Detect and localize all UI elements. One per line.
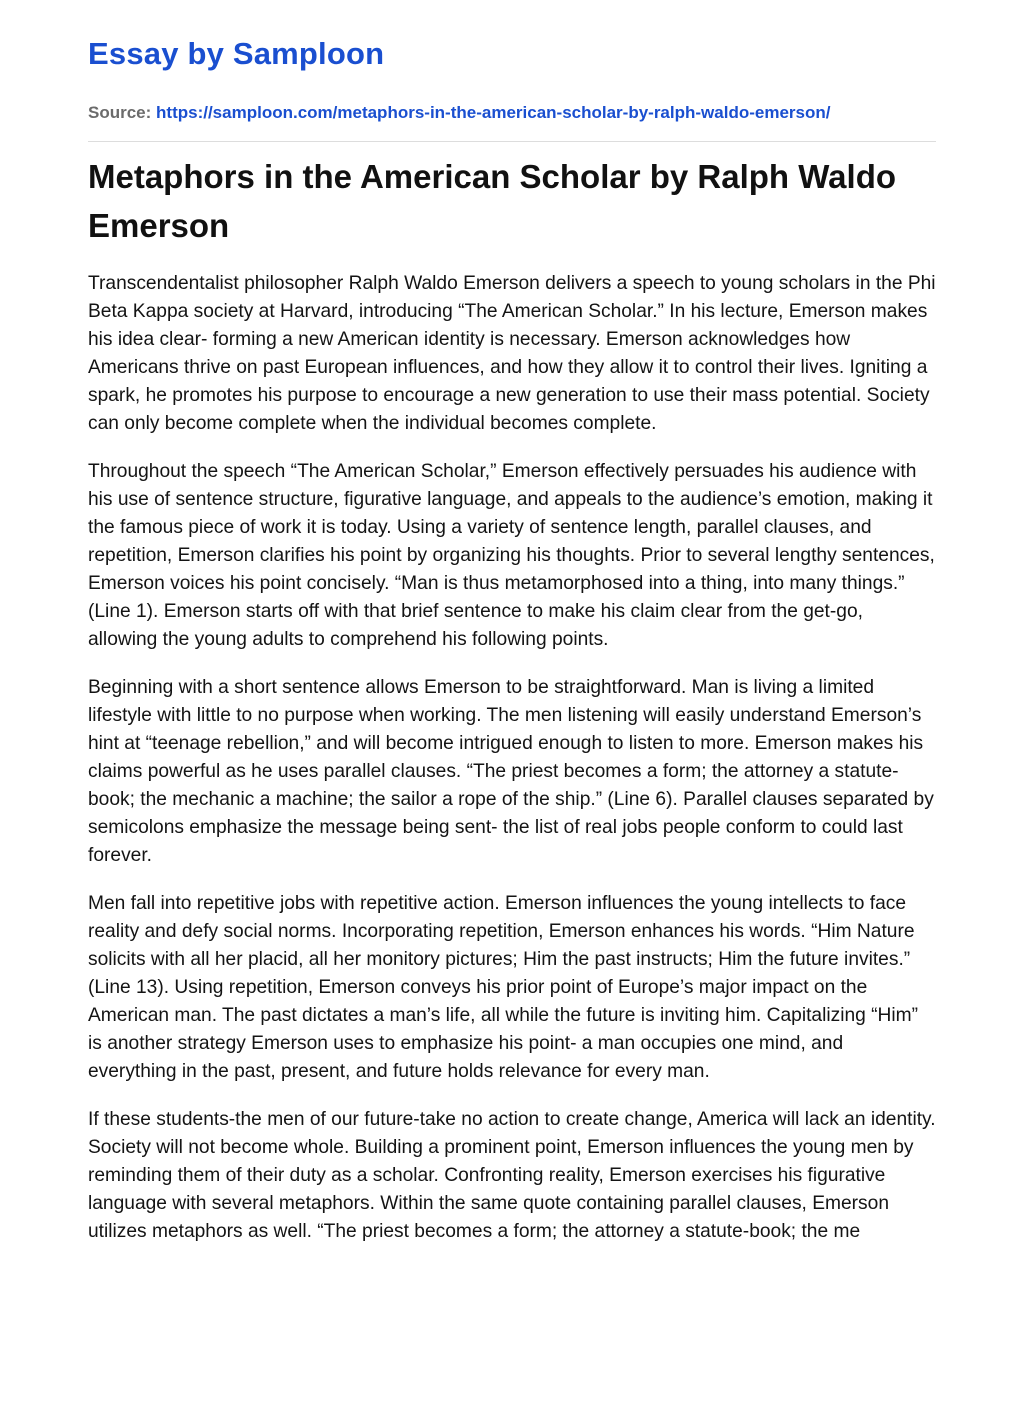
- source-label: Source:: [88, 103, 152, 122]
- paragraph: Throughout the speech “The American Scholar,” Emerson effectively persuades his audience with his use of sentence structure, figurative language, and appeals to the audience’s emotion, making it the famous piece of work it is today. Using a variety of sentence length, parallel clauses, and repetition, Emerson clarifies his point by organizing his thoughts. Prior to several lengthy sentences, Emerson voices his point concisely. “Man is thus metamorphosed into a thing, into many things.” (Line 1). Emerson starts off with that brief sentence to make his claim clear from the get-go, allowing the young adults to comprehend his following points.: [88, 461, 935, 650]
- paragraph: Transcendentalist philosopher Ralph Waldo Emerson delivers a speech to young scholars in the Phi Beta Kappa society at Harvard, introducing “The American Scholar.” In his lecture, Emerson makes his idea clear- forming a new American identity is necessary. Emerson acknowledges how Americans thrive on past European influences, and how they allow it to control their lives. Igniting a spark, he promotes his purpose to encourage a new generation to use their mass potential. Society can only become complete when the individual becomes complete.: [88, 273, 936, 434]
- paragraph: If these students-the men of our future-take no action to create change, America will lack an identity. Society will not become whole. Building a prominent point, Emerson influences the young men by reminding them of their duty as a scholar. Confronting reality, Emerson exercises his figurative language with several metaphors. Within the same quote containing parallel clauses, Emerson utilizes metaphors as well. “The priest becomes a form; the attorney a statute-book; the me: [88, 1109, 936, 1242]
- header-divider: [88, 141, 936, 142]
- source-link[interactable]: https://samploon.com/metaphors-in-the-american-scholar-by-ralph-waldo-emerson/: [156, 103, 831, 122]
- brand-title: Essay by Samploon: [88, 36, 385, 71]
- essay-title: Metaphors in the American Scholar by Ralph Waldo Emerson: [88, 158, 897, 244]
- paragraph: Men fall into repetitive jobs with repetitive action. Emerson influences the young intellects to face reality and defy social norms. Incorporating repetition, Emerson enhances his words. “Him Nature solicits with all her placid, all her monitory pictures; Him the past instructs; Him the future invites.” (Line 13). Using repetition, Emerson conveys his prior point of Europe’s major impact on the American man. The past dictates a man’s life, all while the future is inviting him. Capitalizing “Him” is another strategy Emerson uses to emphasize his point- a man occupies one mind, and everything in the past, present, and future holds relevance for every man.: [88, 893, 919, 1082]
- source-line: [88, 103, 830, 123]
- essay-body: [88, 270, 936, 1266]
- paragraph: Beginning with a short sentence allows Emerson to be straightforward. Man is living a limited lifestyle with little to no purpose when working. The men listening will easily understand Emerson’s hint at “teenage rebellion,” and will become intrigued enough to listen to more. Emerson makes his claims powerful as he uses parallel clauses. “The priest becomes a form; the attorney a statute-book; the mechanic a machine; the sailor a rope of the ship.” (Line 6). Parallel clauses separated by semicolons emphasize the message being sent- the list of real jobs people conform to could last forever.: [88, 677, 934, 866]
